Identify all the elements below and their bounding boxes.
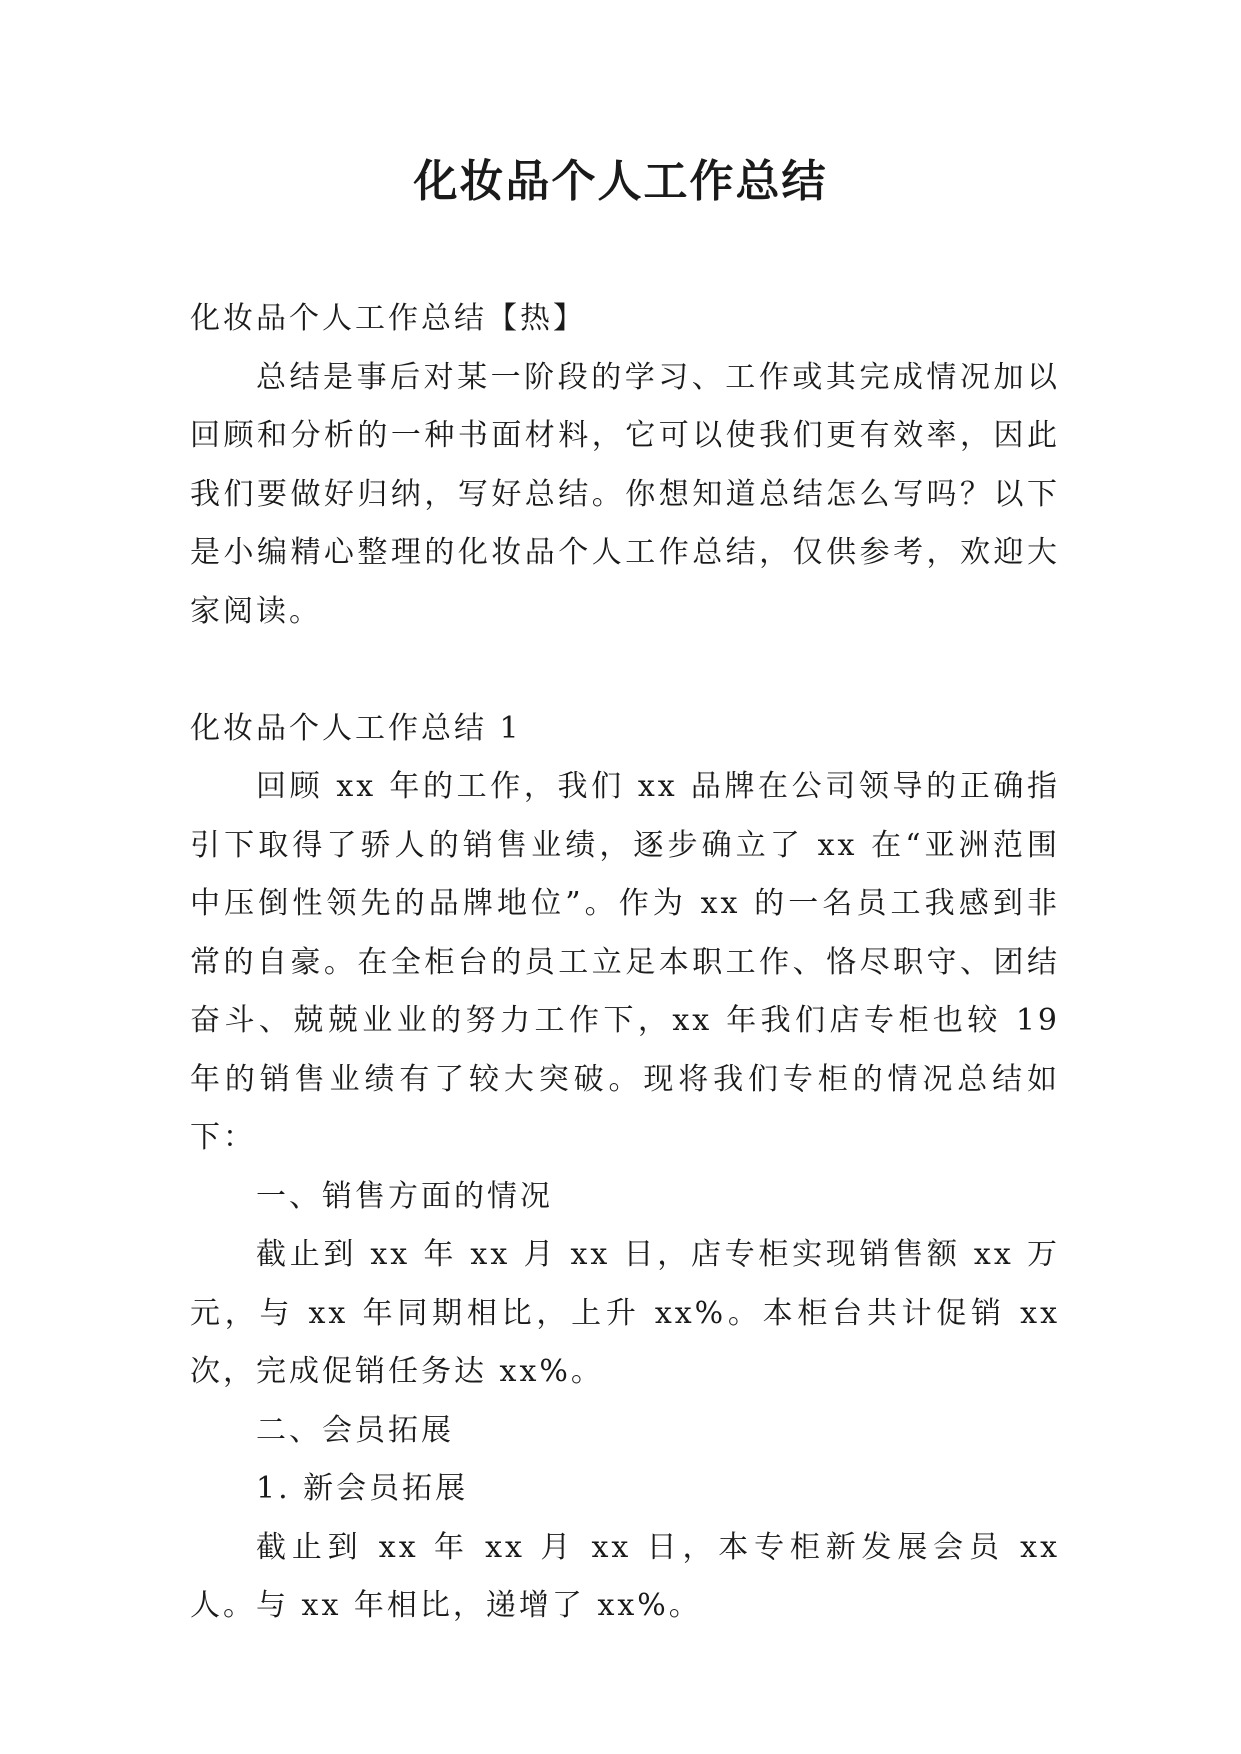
member-heading: 二、会员拓展 xyxy=(256,1412,454,1448)
sales-paragraph: 截止到 xx 年 xx 月 xx 日，店专柜实现销售额 xx 万元，与 xx 年同期相比，上升 xx%。本柜台共计促销 xx 次，完成促销任务达 xx%。 xyxy=(190,1237,1060,1389)
document-body xyxy=(190,290,1060,1636)
sales-heading: 一、销售方面的情况 xyxy=(256,1178,553,1214)
subtitle-heading: 化妆品个人工作总结【热】 xyxy=(190,301,586,336)
new-member-heading: 1. 新会员拓展 xyxy=(256,1471,469,1506)
section-heading-1: 化妆品个人工作总结 1 xyxy=(190,710,522,746)
new-member-paragraph: 截止到 xx 年 xx 月 xx 日，本专柜新发展会员 xx 人。与 xx 年相比，递增了 xx%。 xyxy=(190,1529,1060,1623)
paragraph-spacer xyxy=(190,641,1060,700)
review-paragraph: 回顾 xx 年的工作，我们 xx 品牌在公司领导的正确指引下取得了骄人的销售业绩，逐步确立了 xx 在“亚洲范围中压倒性领先的品牌地位”。作为 xx 的一名员工我感到非常的自豪。在全柜台的员工立足本职工作、恪尽职守、团结奋斗、兢兢业业的努力工作下，xx 年我们店专柜也较 19 年的销售业绩有了较大突破。现将我们专柜的情况总结如下： xyxy=(190,769,1060,1155)
document-title: 化妆品个人工作总结 xyxy=(413,156,828,207)
intro-paragraph: 总结是事后对某一阶段的学习、工作或其完成情况加以回顾和分析的一种书面材料，它可以使我们更有效率，因此我们要做好归纳，写好总结。你想知道总结怎么写吗？以下是小编精心整理的化妆品个人工作总结，仅供参考，欢迎大家阅读。 xyxy=(190,359,1060,629)
